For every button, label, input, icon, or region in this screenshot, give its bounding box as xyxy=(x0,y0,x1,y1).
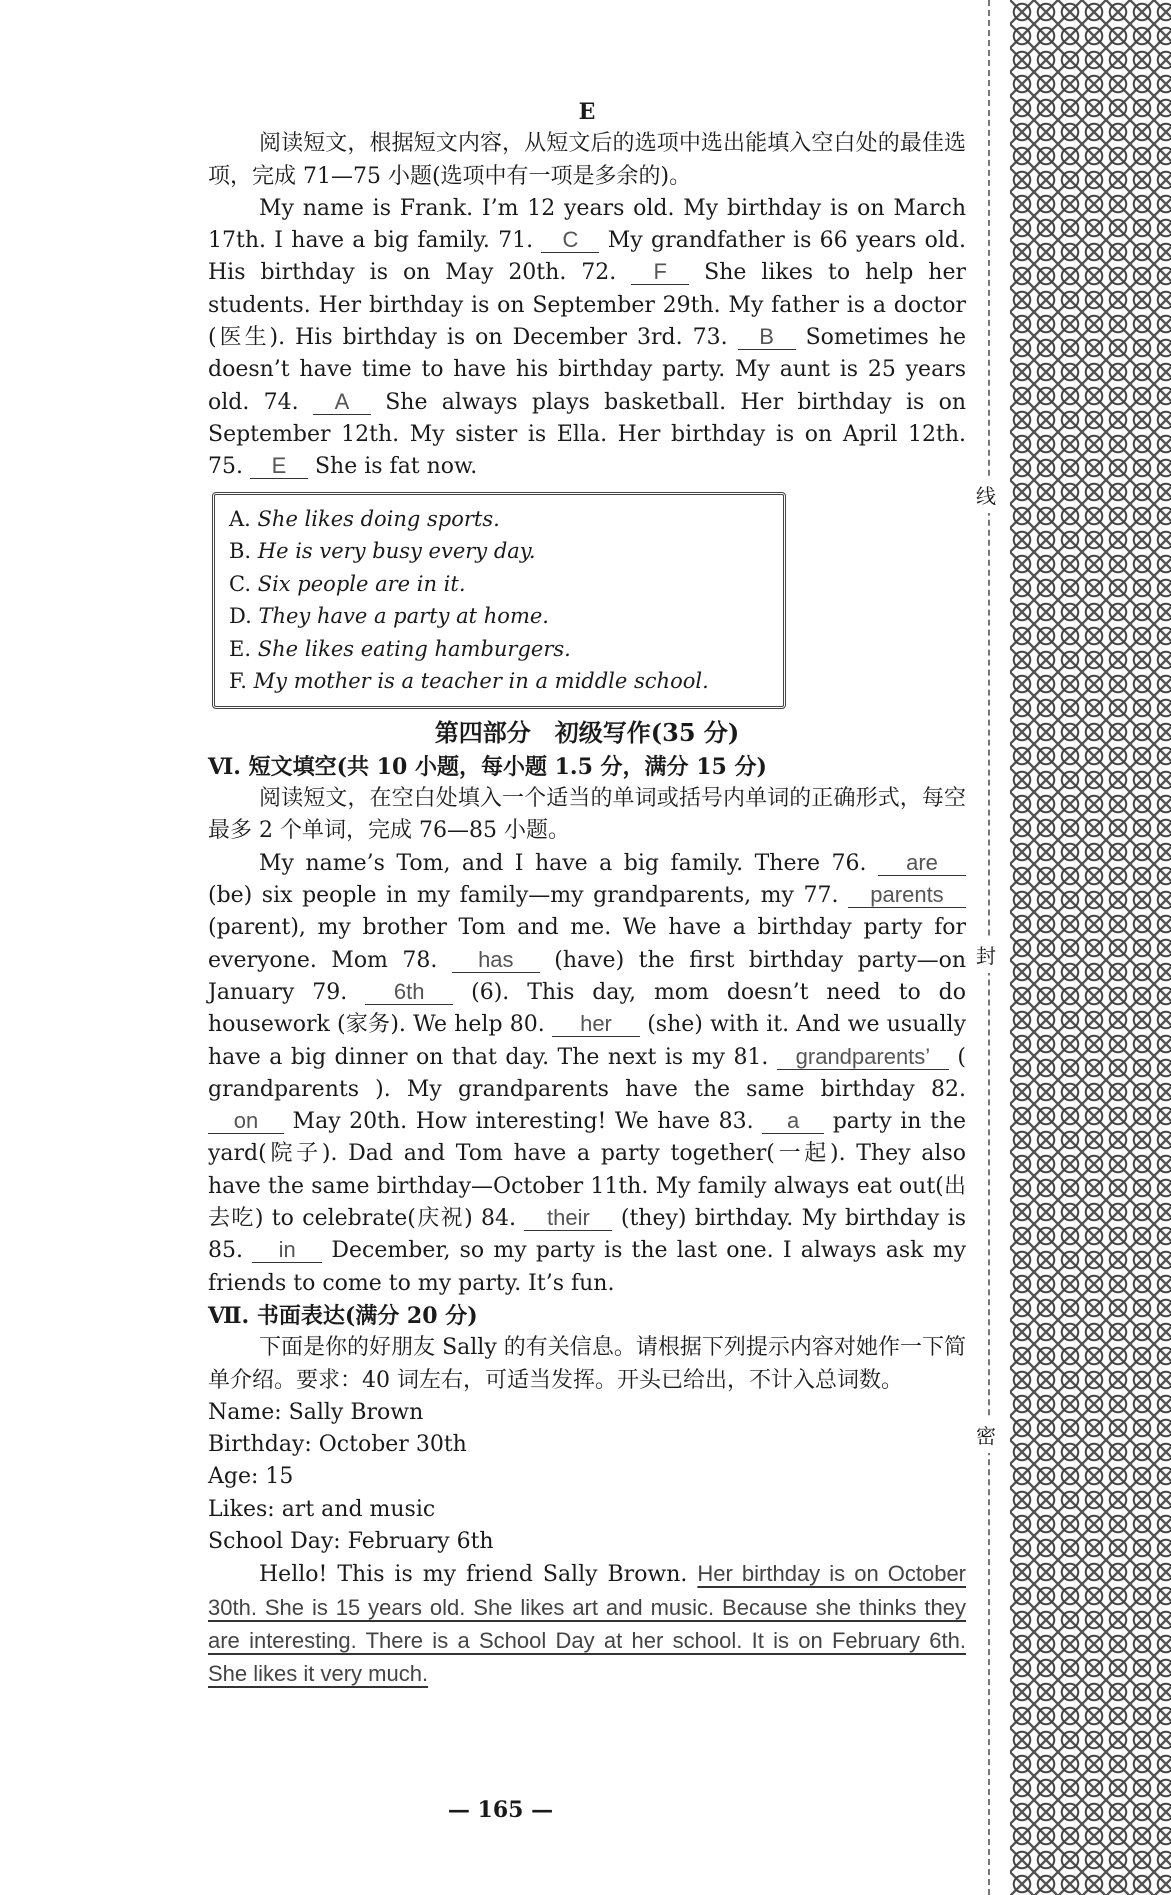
info-name: Name: Sally Brown xyxy=(208,1399,424,1425)
option-c: C. Six people are in it. xyxy=(229,571,466,596)
answer-74: A xyxy=(313,390,371,415)
options-box xyxy=(212,492,786,709)
option-d: D. They have a party at home. xyxy=(229,604,549,629)
decorative-border-pattern xyxy=(1010,0,1171,1895)
answer-72: F xyxy=(631,260,689,285)
answer-77: parents xyxy=(848,883,966,908)
writing-answer: Hello! This is my friend Sally Brown. Her birthday is on October 30th. She is 15 years old. She likes art and music. Because she thinks they are interesting. There is a School Day at her school. It is on February 6th. She likes it very much. xyxy=(208,1561,967,1687)
section-6-heading: Ⅵ. 短文填空(共 10 小题，每小题 1.5 分，满分 15 分) xyxy=(208,753,767,780)
info-birthday: Birthday: October 30th xyxy=(208,1432,467,1458)
answer-85: in xyxy=(252,1238,322,1263)
section-e-passage: My name is Frank. I’m 12 years old. My birthday is on March 17th. I have a big family. 71. C My grandfather is 66 years old. His birthday is on May 20th. 72. F She likes to help her students. Her birthday is on September 29th. My father is a doctor (医生). His birthday is on December 3rd. 73. B Sometimes he doesn’t have time to have his birthday party. My aunt is 25 years old. 74. A She always plays basketball. Her birthday is on September 12th. My sister is Ella. Her birthday is on April 12th. 75. E She is fat now. xyxy=(208,195,967,480)
section-6-instruction: 阅读短文，在空白处填入一个适当的单词或括号内单词的正确形式，每空最多 2 个单词，完成 76—85 小题。 xyxy=(208,786,966,844)
option-f: F. My mother is a teacher in a middle school. xyxy=(229,669,709,694)
answer-81: grandparents’ xyxy=(777,1045,949,1070)
answer-71: C xyxy=(541,228,599,253)
answer-79: 6th xyxy=(365,980,453,1005)
answer-82: on xyxy=(208,1109,284,1134)
option-a: A. She likes doing sports. xyxy=(229,506,500,531)
answer-75: E xyxy=(250,454,308,479)
page-content xyxy=(208,96,966,1691)
answer-83: a xyxy=(762,1109,824,1134)
option-b: B. He is very busy every day. xyxy=(229,539,536,564)
section-e-letter: E xyxy=(578,99,596,125)
section-e-instruction: 阅读短文，根据短文内容，从短文后的选项中选出能填入空白处的最佳选项，完成 71—75 小题(选项中有一项是多余的)。 xyxy=(208,131,966,189)
answer-80: her xyxy=(552,1012,640,1037)
page-number: — 165 — xyxy=(447,1797,554,1823)
info-school-day: School Day: February 6th xyxy=(208,1528,494,1554)
part-four-title: 第四部分 初级写作(35 分) xyxy=(434,717,740,747)
margin-label-mi: 密 xyxy=(976,1416,996,1453)
info-likes: Likes: art and music xyxy=(208,1496,436,1522)
margin-label-xian: 线 xyxy=(976,476,996,513)
section-7-heading: Ⅶ. 书面表达(满分 20 分) xyxy=(208,1302,478,1329)
section-6-passage: My name’s Tom, and I have a big family. There 76. are (be) six people in my family—my grandparents, my 77. parents (parent), my brother Tom and me. We have a birthday party for everyone. Mom 78. has (have) the first birthday party—on January 79. 6th (6). This day, mom doesn’t need to do housework (家务). We help 80. her (she) with it. And we usually have a big dinner on that day. The next is my 81. grandparents’ ( grandparents ). My grandparents have the same birthday 82. on May 20th. How interesting! We have 83. a party in the yard(院子). Dad and Tom have a party together(一起). They also have the same birthday—October 11th. My family always eat out(出去吃) to celebrate(庆祝) 84. their (they) birthday. My birthday is 85. in December, so my party is the last one. I always ask my friends to come to my party. It’s fun. xyxy=(208,849,967,1296)
answer-84: their xyxy=(524,1206,612,1231)
answer-73: B xyxy=(738,325,796,350)
margin-label-feng: 封 xyxy=(976,936,996,973)
answer-76: are xyxy=(878,851,966,876)
handwritten-essay: Her birthday is on October 30th. She is 15 years old. She likes art and music. Because she thinks they are interesting. There is a School Day at her school. It is on February 6th. She likes it very much. xyxy=(208,1561,967,1687)
section-7-instruction: 下面是你的好朋友 Sally 的有关信息。请根据下列提示内容对她作一下简单介绍。要求：40 词左右，可适当发挥。开头已给出，不计入总词数。 xyxy=(208,1335,966,1393)
answer-78: has xyxy=(452,948,540,973)
option-e: E. She likes eating hamburgers. xyxy=(229,636,571,661)
info-age: Age: 15 xyxy=(208,1464,294,1490)
